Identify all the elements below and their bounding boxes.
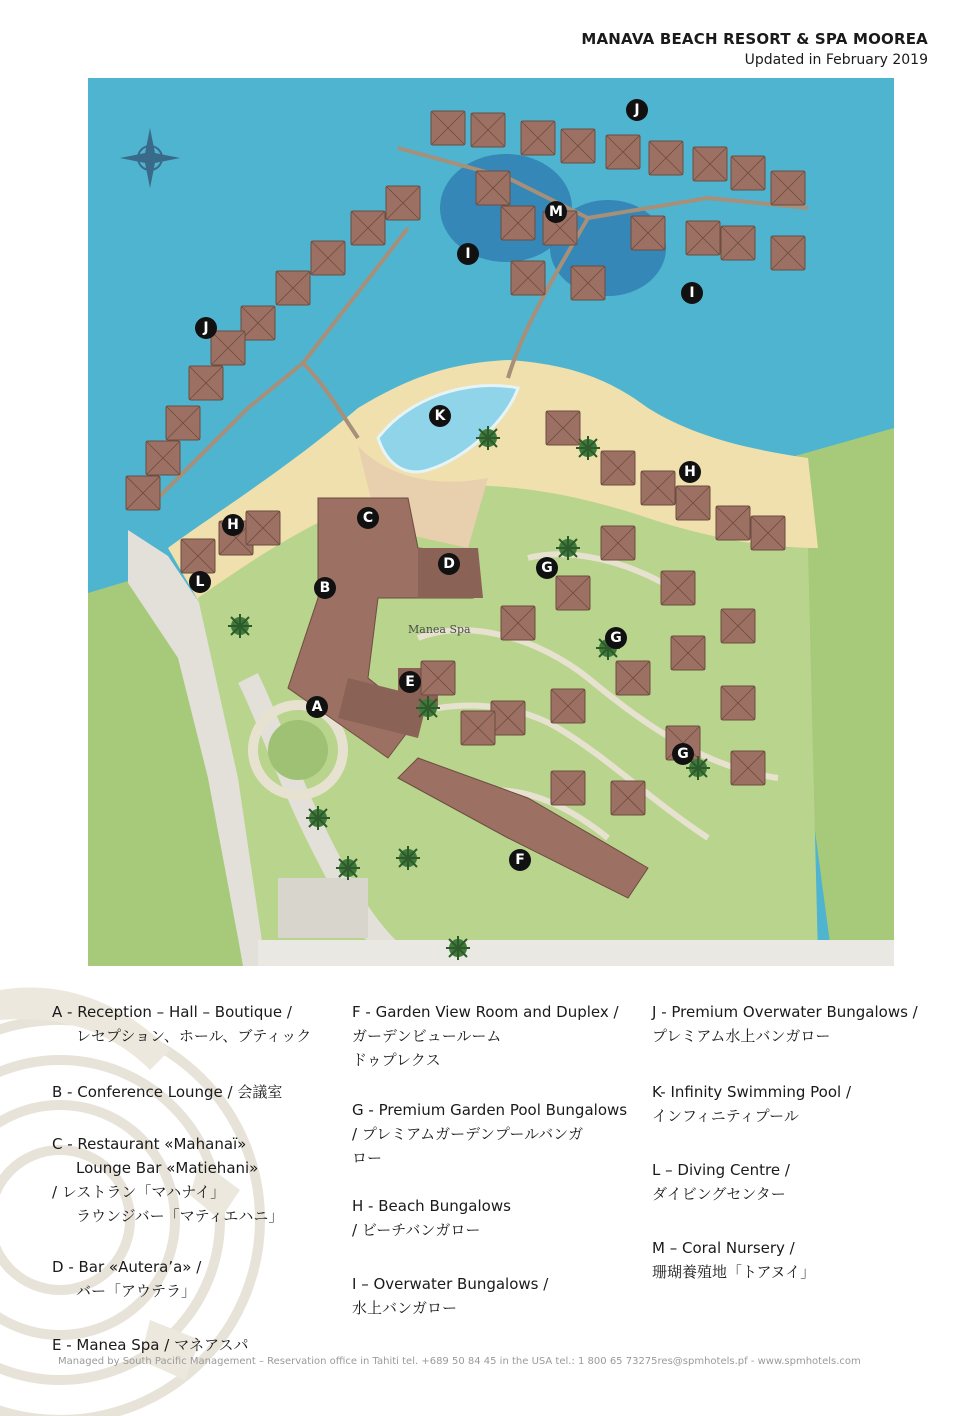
svg-text:G: G [541, 560, 553, 576]
marker-g-mid [605, 627, 627, 649]
svg-text:G: G [610, 630, 622, 646]
marker-f [509, 849, 531, 871]
marker-k [429, 405, 451, 427]
legend-item-m: M – Coral Nursery / 珊瑚養殖地「トアヌイ」 [652, 1239, 816, 1281]
svg-text:A: A [311, 699, 323, 715]
marker-g-bottom [672, 743, 694, 765]
marker-a [306, 696, 328, 718]
legend-item-i: I – Overwater Bungalows / 水上バンガロー [352, 1275, 549, 1317]
marker-h-right [679, 461, 701, 483]
marker-i-left [457, 243, 479, 265]
legend-item-d: D - Bar «Autera’a» / バー「アウテラ」 [52, 1258, 202, 1300]
marker-c [357, 507, 379, 529]
marker-j-left [195, 317, 217, 339]
spa-sign: Manea Spa [408, 623, 471, 636]
resort-title: MANAVA BEACH RESORT & SPA MOOREA [581, 30, 928, 48]
marker-l [189, 571, 211, 593]
svg-text:F: F [515, 852, 525, 868]
update-date: Updated in February 2019 [744, 52, 928, 68]
svg-text:H: H [684, 464, 696, 480]
parking [278, 878, 368, 938]
legend-item-h: H - Beach Bungalows / ビーチバンガロー [352, 1197, 511, 1239]
legend-item-f: F - Garden View Room and Duplex / ガーデンビュールーム ドゥプレクス [352, 1003, 619, 1069]
legend-item-c: C - Restaurant «Mahanaï» Lounge Bar «Matiehani» / レストラン「マハナイ」 ラウンジバー「マティエハニ」 [52, 1135, 284, 1225]
marker-j-top [626, 99, 648, 121]
svg-text:J: J [634, 102, 640, 118]
legend-item-e: E - Manea Spa / マネアスパ [52, 1336, 249, 1354]
legend-item-l: L – Diving Centre / ダイビングセンター [652, 1161, 790, 1203]
marker-e [399, 671, 421, 693]
svg-text:H: H [227, 517, 239, 533]
legend-item-k: K- Infinity Swimming Pool / インフィニティプール [652, 1083, 852, 1125]
svg-text:J: J [203, 320, 209, 336]
marker-h-left [222, 514, 244, 536]
svg-text:M: M [549, 204, 563, 220]
footer-contact: Managed by South Pacific Management – Reservation office in Tahiti tel. +689 50 84 45 in the USA tel.: 1 800 65 73275res@spmhotels.pf - www.spmhotels.com [58, 1356, 861, 1367]
svg-text:K: K [434, 408, 446, 424]
marker-m [545, 201, 567, 223]
legend-item-b: B - Conference Lounge / 会議室 [52, 1083, 283, 1101]
legend-item-g: G - Premium Garden Pool Bungalows / プレミアムガーデンプールバンガ ロー [352, 1101, 628, 1167]
svg-text:I: I [689, 285, 695, 301]
header [581, 30, 928, 68]
svg-text:B: B [319, 580, 331, 596]
marker-b [314, 577, 336, 599]
svg-text:I: I [465, 246, 471, 262]
marker-i-right [681, 282, 703, 304]
marker-d [438, 553, 460, 575]
svg-text:C: C [362, 510, 374, 526]
legend-item-j: J - Premium Overwater Bungalows / プレミアム水上バンガロー [652, 1003, 918, 1045]
svg-text:E: E [405, 674, 415, 690]
resort-map [88, 78, 894, 966]
svg-text:D: D [443, 556, 455, 572]
legend-item-a: A - Reception – Hall – Boutique / レセプション、ホール、ブティック [52, 1003, 312, 1045]
marker-g-top [536, 557, 558, 579]
svg-text:L: L [195, 574, 205, 590]
svg-text:G: G [677, 746, 689, 762]
